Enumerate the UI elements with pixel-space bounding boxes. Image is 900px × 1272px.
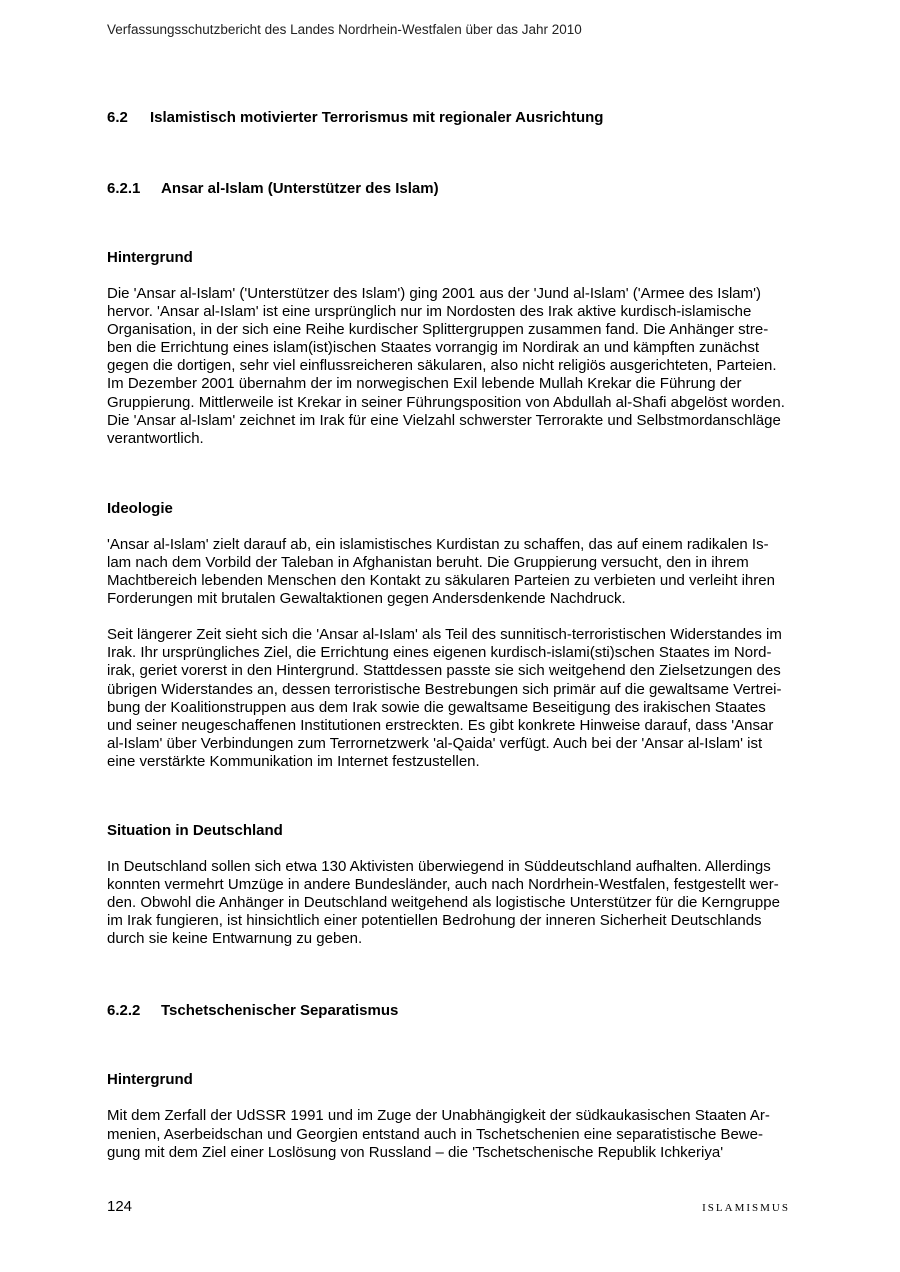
subsection-heading-6-2-1 [107,180,797,197]
text-line: bung der Koalitionstruppen aus dem Irak sowie die gewaltsame Beseitigung des irakischen Staates [107,698,766,716]
text-line: Forderungen mit brutalen Gewaltaktionen gegen Andersdenkende Nachdruck. [107,590,626,608]
text-line: und seiner neugeschaffenen Institutionen erstreckten. Es gibt konkrete Hinweise darauf, dass 'Ansar [107,716,774,734]
subsection-number: 6.2.1 [107,180,141,197]
text-line: ben die Errichtung eines islam(ist)ischen Staates vorrangig im Nordirak an und kämpften zunächst [107,339,759,357]
situation-paragraph [107,858,797,948]
ideologie-heading: Ideologie [107,499,173,517]
text-line: Mit dem Zerfall der UdSSR 1991 und im Zuge der Unabhängigkeit der südkaukasischen Staaten Ar- [107,1107,770,1125]
hintergrund-heading: Hintergrund [107,249,193,266]
text-line: verantwortlich. [107,429,204,447]
hintergrund-heading: Hintergrund [107,1071,193,1089]
subsection-title: Ansar al-Islam (Unterstützer des Islam) [161,180,439,197]
text-line: durch sie keine Entwarnung zu geben. [107,930,363,948]
text-line: Die 'Ansar al-Islam' ('Unterstützer des Islam') ging 2001 aus der 'Jund al-Islam' ('Armee des Islam') [107,285,761,302]
text-line: gung mit dem Ziel einer Loslösung von Russland – die 'Tschetschenische Republik Ichkeriya' [107,1143,724,1161]
text-line: 'Ansar al-Islam' zielt darauf ab, ein islamistisches Kurdistan zu schaffen, das auf einem radikalen Is- [107,535,769,553]
section-title: Islamistisch motivierter Terrorismus mit regionaler Ausrichtung [150,109,604,126]
chapter-label: ISLAMISMUS [702,1202,790,1214]
text-line: In Deutschland sollen sich etwa 130 Aktivisten überwiegend in Süddeutschland aufhalten. Allerdings [107,857,771,875]
text-line: Im Dezember 2001 übernahm der im norwegischen Exil lebende Mullah Krekar die Führung der [107,375,742,393]
ideologie-paragraph-2 [107,626,797,771]
text-line: Organisation, in der sich eine Reihe kurdischer Splittergruppen zusammen fand. Die Anhänger stre- [107,321,769,339]
subsection-title: Tschetschenischer Separatismus [161,1002,399,1020]
hintergrund-paragraph [107,285,797,448]
subsection-heading-6-2-2 [107,1002,797,1019]
text-line: übrigen Widerstandes an, dessen terroristische Bestrebungen sich primär auf die gewaltsame Vertrei- [107,680,782,698]
text-line: irak, geriet vorerst in den Hintergrund. Stattdessen passte sie sich weitgehend den Zielsetzungen des [107,662,781,680]
text-line: eine verstärkte Kommunikation im Internet festzustellen. [107,752,480,770]
text-line: im Irak fungieren, ist hinsichtlich einer potentiellen Bedrohung der inneren Sicherheit Deutschlands [107,912,762,930]
text-line: menien, Aserbeidschan und Georgien entstand auch in Tschetschenien eine separatistische Bewe- [107,1125,763,1143]
page-number: 124 [107,1198,133,1215]
hintergrund-paragraph-2 [107,1107,797,1161]
page-content [107,106,797,1162]
section-number: 6.2 [107,109,128,126]
ideologie-paragraph-1 [107,536,797,608]
text-line: al-Islam' über Verbindungen zum Terrornetzwerk 'al-Qaida' verfügt. Auch bei der 'Ansar al-Islam' ist [107,734,763,752]
text-line: Gruppierung. Mittlerweile ist Krekar in seiner Führungsposition von Abdullah al-Shafi abgelöst worden. [107,393,785,411]
text-line: Machtbereich lebenden Menschen den Kontakt zu säkularen Parteien zu verbieten und verleiht ihren [107,572,775,590]
text-line: Die 'Ansar al-Islam' zeichnet im Irak für eine Vielzahl schwerster Terrorakte und Selbstmordanschläge [107,411,781,429]
section-heading [107,109,797,126]
text-line: konnten vermehrt Umzüge in andere Bundesländer, auch nach Nordrhein-Westfalen, festgestellt wer- [107,876,779,894]
text-line: Irak. Ihr ursprüngliches Ziel, die Errichtung eines eigenen kurdisch-islami(sti)schen Staates im Nord- [107,644,772,662]
subsection-number: 6.2.2 [107,1002,141,1020]
text-line: gegen die dortigen, sehr viel einflussreicheren säkularen, also nicht religiös ausgerichteten, Parteien. [107,357,777,375]
text-line: hervor. 'Ansar al-Islam' ist eine ursprünglich nur im Nordosten des Irak aktive kurdisch-islamische [107,303,752,321]
text-line: Seit längerer Zeit sieht sich die 'Ansar al-Islam' als Teil des sunnitisch-terroristischen Widerstandes im [107,626,782,644]
text-line: lam nach dem Vorbild der Taleban in Afghanistan beruht. Die Gruppierung versucht, den in ihrem [107,553,749,571]
running-header: Verfassungsschutzbericht des Landes Nordrhein-Westfalen über das Jahr 2010 [107,22,582,37]
situation-heading: Situation in Deutschland [107,821,283,839]
text-line: den. Obwohl die Anhänger in Deutschland weitgehend als logistische Unterstützer für die Kerngruppe [107,894,780,912]
